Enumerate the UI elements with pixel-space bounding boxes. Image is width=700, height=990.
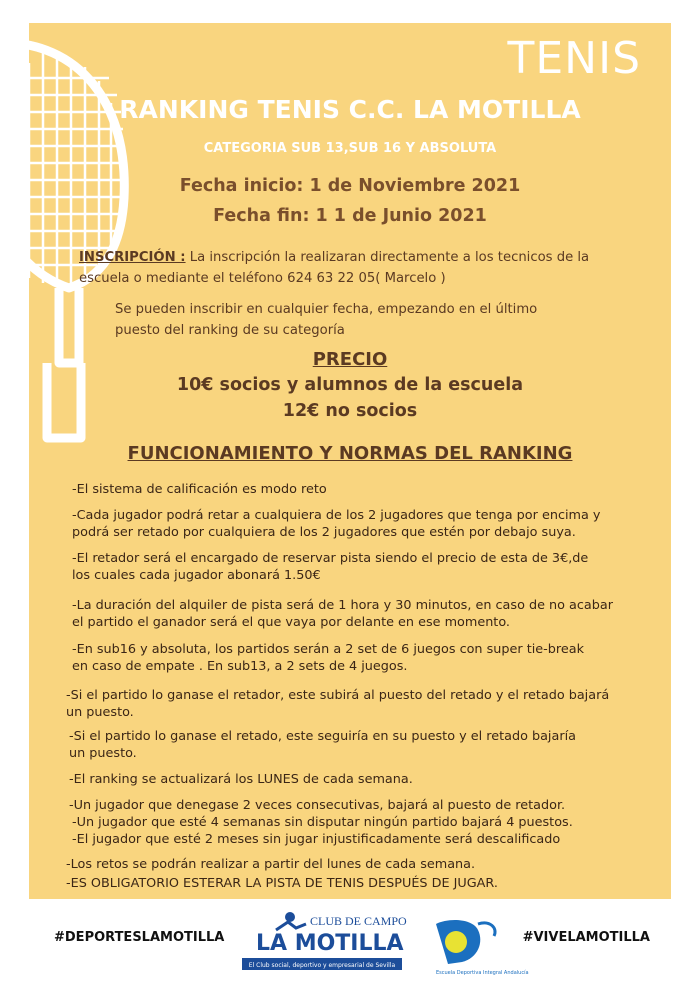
rule-line: -El retador será el encargado de reservar pista siendo el precio de esta de 3€,de xyxy=(72,551,589,566)
club-logo-tagline: El Club social, deportivo y empresarial de Sevilla xyxy=(248,962,396,969)
rule-line: -Cada jugador podrá retar a cualquiera de los 2 jugadores que tenga por encima y xyxy=(72,508,601,523)
poster xyxy=(29,23,671,899)
price-non-members: 12€ no socios xyxy=(282,401,418,421)
registration-line-1 xyxy=(79,247,659,268)
enrollment-note xyxy=(115,299,655,341)
start-date: Fecha inicio: 1 de Noviembre 2021 xyxy=(179,176,521,196)
registration-text: La inscripción la realizaran directamente a los tecnicos de la xyxy=(185,250,590,265)
rule-line: -El jugador que esté 2 meses sin jugar injustificadamente será descalificado xyxy=(72,832,561,847)
rule-line: un puesto. xyxy=(66,705,134,720)
rule-line: un puesto. xyxy=(69,746,137,761)
rule-line: los cuales cada jugador abonará 1.50€ xyxy=(72,568,321,583)
hashtag-left: #DEPORTESLAMOTILLA xyxy=(54,930,225,945)
rule-line: -La duración del alquiler de pista será de 1 hora y 30 minutos, en caso de no acabar xyxy=(72,598,613,613)
enrollment-line-2: puesto del ranking de su categoría xyxy=(115,323,345,338)
registration-block xyxy=(79,247,659,289)
rule-line: -Un jugador que esté 4 semanas sin disputar ningún partido bajará 4 puestos. xyxy=(72,815,573,830)
registration-label: INSCRIPCIÓN : xyxy=(79,250,186,265)
price-heading: PRECIO xyxy=(312,349,388,370)
corner-title: TENIS xyxy=(507,33,641,84)
enrollment-line-1: Se pueden inscribir en cualquier fecha, empezando en el último xyxy=(115,302,538,317)
poster-title: RANKING TENIS C.C. LA MOTILLA xyxy=(119,95,581,124)
rules-heading: FUNCIONAMIENTO Y NORMAS DEL RANKING xyxy=(127,443,573,464)
rule-line: -Si el partido lo ganase el retador, este subirá al puesto del retado y el retado bajará xyxy=(66,688,610,703)
price-members: 10€ socios y alumnos de la escuela xyxy=(176,375,524,395)
rule-line: podrá ser retado por cualquiera de los 2 jugadores que estén por debajo suya. xyxy=(72,525,576,540)
rule-line: -El ranking se actualizará los LUNES de cada semana. xyxy=(69,772,413,787)
rule-line: -Un jugador que denegase 2 veces consecutivas, bajará al puesto de retador. xyxy=(69,798,566,813)
rule-line: -En sub16 y absoluta, los partidos serán a 2 set de 6 juegos con super tie-break xyxy=(72,642,585,657)
partner-logo-caption: Escuela Deportiva Integral Andalucía xyxy=(436,970,529,976)
end-date: Fecha fin: 1 1 de Junio 2021 xyxy=(213,206,487,226)
rule-line: -Si el partido lo ganase el retado, este seguiría en su puesto y el retado bajaría xyxy=(69,729,576,744)
rule-line: el partido el ganador será el que vaya por delante en ese momento. xyxy=(72,615,510,630)
hashtag-right: #VIVELAMOTILLA xyxy=(522,930,650,945)
club-logo xyxy=(236,908,408,976)
rule-line: en caso de empate . En sub13, a 2 sets de 4 juegos. xyxy=(72,659,408,674)
club-logo-name: LA MOTILLA xyxy=(256,931,404,956)
registration-line-2: escuela o mediante el teléfono 624 63 22 05( Marcelo ) xyxy=(79,271,446,286)
poster-subtitle: CATEGORIA SUB 13,SUB 16 Y ABSOLUTA xyxy=(203,141,497,156)
club-logo-top-text: CLUB DE CAMPO xyxy=(310,914,407,928)
partner-logo xyxy=(428,916,529,980)
rule-line: -Los retos se podrán realizar a partir del lunes de cada semana. xyxy=(66,857,476,872)
rule-line: -El sistema de calificación es modo reto xyxy=(72,482,327,497)
rule-line: -ES OBLIGATORIO ESTERAR LA PISTA DE TENIS DESPUÉS DE JUGAR. xyxy=(66,876,498,891)
